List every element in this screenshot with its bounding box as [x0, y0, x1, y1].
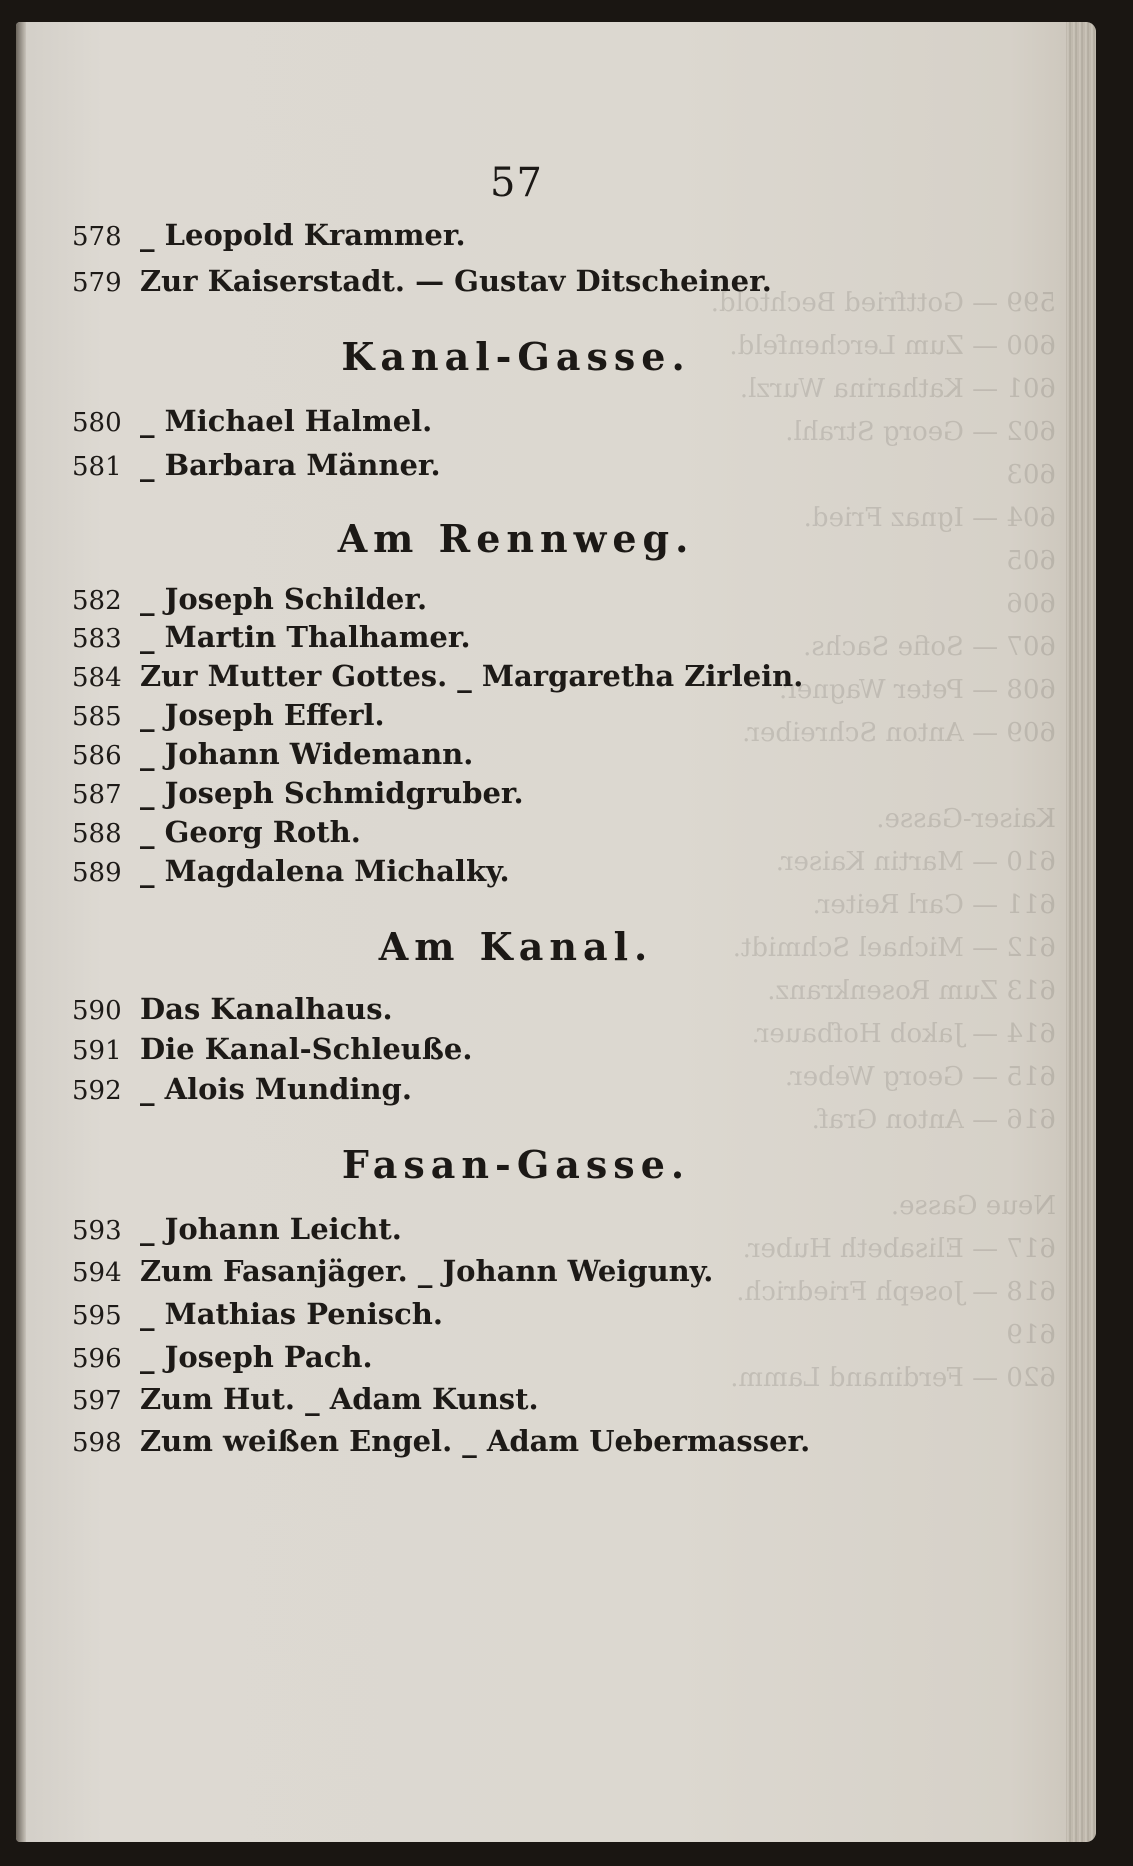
house-number: 582: [72, 586, 122, 616]
entry-text: _ Mathias Penisch.: [140, 1297, 443, 1331]
house-number: 580: [72, 408, 122, 438]
entry-text: _ Georg Roth.: [140, 815, 361, 849]
list-item: [72, 776, 524, 810]
entry-text: _ Alois Munding.: [140, 1072, 412, 1106]
list-item: [72, 854, 510, 888]
show-through-text: 599 — Gottfried Bechtold. 600 — Zum Lerchenfeld. 601 — Katharina Wurzl. 602 — Georg Strahl. 603 604 — Ignaz Fried. 605 606 607 — Sofie Sachs. 608 — Peter Wagner. 609 — Anton Schreiber. Kaiser-Gasse. 610 — Martin Kaiser. 611 — Carl Reiter. 612 — Michael Schmidt. 613 Zum Rosenkranz. 614 — Jakob Hofbauer. 615 — Georg Weber. 616 — Anton Graf. Neue Gasse. 617 — Elisabeth Huber. 618 — Joseph Friedrich. 619 620 — Ferdinand Lamm.: [710, 288, 1056, 1393]
entry-text: _ Joseph Efferl.: [140, 698, 385, 732]
list-item: [72, 1297, 443, 1331]
list-item: [72, 1032, 472, 1066]
entry-text: _ Johann Leicht.: [140, 1212, 402, 1246]
list-item: [72, 1424, 810, 1458]
list-item: [72, 404, 432, 438]
entry-text: _ Barbara Männer.: [140, 448, 441, 482]
entry-text: Die Kanal-Schleuße.: [140, 1032, 473, 1066]
list-item: [72, 1072, 412, 1106]
entry-text: _ Martin Thalhamer.: [140, 620, 471, 654]
section-heading: Fasan-Gasse.: [341, 1142, 691, 1187]
house-number: 586: [72, 741, 122, 771]
house-number: 592: [72, 1076, 122, 1106]
list-item: [72, 1382, 539, 1416]
house-number: 578: [72, 222, 122, 252]
entry-text: _ Johann Widemann.: [140, 737, 474, 771]
house-number: 597: [72, 1386, 122, 1416]
entry-text: _ Michael Halmel.: [140, 404, 433, 438]
house-number: 585: [72, 702, 122, 732]
house-number: 595: [72, 1301, 122, 1331]
entry-text: Zum weißen Engel. _ Adam Uebermasser.: [140, 1424, 811, 1458]
house-number: 584: [72, 663, 122, 693]
entry-text: Das Kanalhaus.: [140, 992, 393, 1026]
list-item: [72, 1212, 402, 1246]
list-item: [72, 1254, 713, 1288]
entry-text: _ Leopold Krammer.: [140, 218, 466, 252]
entry-text: Zum Fasanjäger. _ Johann Weiguny.: [140, 1254, 714, 1288]
list-item: [72, 1340, 373, 1374]
section-heading: Am Kanal.: [378, 924, 654, 969]
house-number: 581: [72, 452, 122, 482]
entry-text: _ Joseph Schmidgruber.: [140, 776, 524, 810]
house-number: 591: [72, 1036, 122, 1066]
house-number: 596: [72, 1344, 122, 1374]
house-number: 593: [72, 1216, 122, 1246]
list-item: [72, 264, 772, 298]
house-number: 587: [72, 780, 122, 810]
house-number: 590: [72, 996, 122, 1026]
house-number: 598: [72, 1428, 122, 1458]
section-heading: Kanal-Gasse.: [341, 334, 691, 379]
list-item: [72, 815, 361, 849]
list-item: [72, 218, 466, 252]
section-heading: Am Rennweg.: [337, 516, 695, 561]
house-number: 579: [72, 268, 122, 298]
list-item: [72, 992, 393, 1026]
list-item: [72, 659, 803, 693]
entry-text: Zur Kaiserstadt. — Gustav Ditscheiner.: [140, 264, 772, 298]
page-number: 57: [490, 160, 543, 206]
entry-text: _ Magdalena Michalky.: [140, 854, 510, 888]
entry-text: _ Joseph Pach.: [140, 1340, 373, 1374]
house-number: 589: [72, 858, 122, 888]
page-edge: [1066, 22, 1096, 1842]
house-number: 588: [72, 819, 122, 849]
list-item: [72, 698, 385, 732]
house-number: 594: [72, 1258, 122, 1288]
entry-text: Zum Hut. _ Adam Kunst.: [140, 1382, 539, 1416]
list-item: [72, 582, 427, 616]
list-item: [72, 620, 471, 654]
book-page: [16, 22, 1096, 1842]
entry-text: Zur Mutter Gottes. _ Margaretha Zirlein.: [140, 659, 804, 693]
list-item: [72, 448, 441, 482]
entry-text: _ Joseph Schilder.: [140, 582, 428, 616]
house-number: 583: [72, 624, 122, 654]
list-item: [72, 737, 473, 771]
